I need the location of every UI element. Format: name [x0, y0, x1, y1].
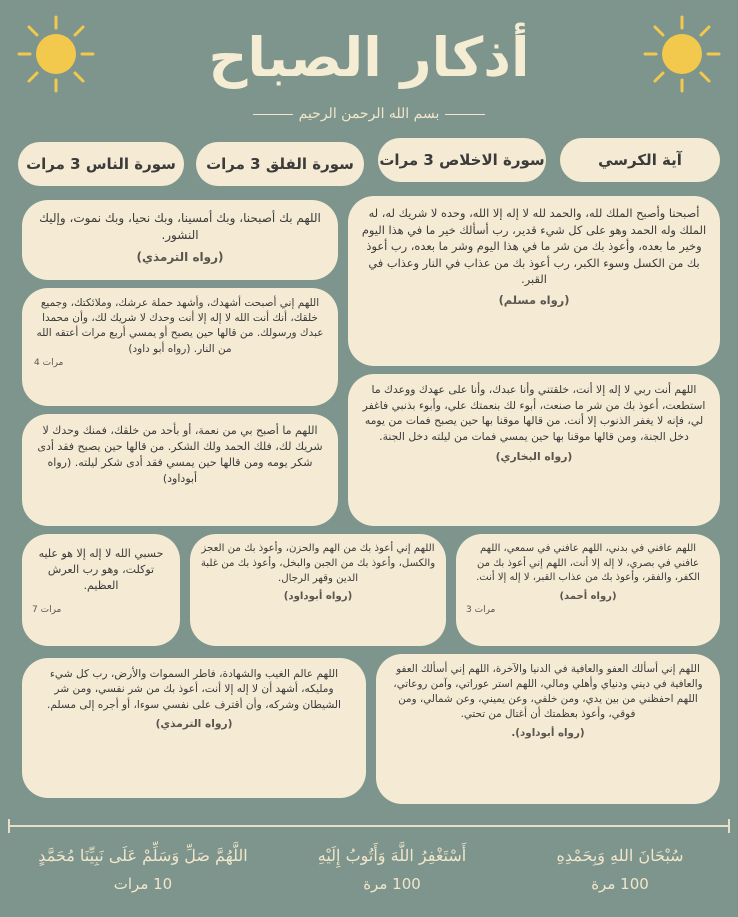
page-title: أذكار الصباح	[208, 26, 530, 89]
footer-count: 100 مرة	[591, 875, 649, 893]
card-text: اللهم إني أصبحت أشهدك، وأشهد حملة عرشك، وملائكتك، وجميع خلقك، أنك أنت الله لا إله إلا أنت وحدك لا شريك لك، وأن محمدا عبدك ورسولك. من قالها حين يصبح أو يمسي أربع مرات أعتقه الله من النار. (رواه أبو داود)	[36, 297, 324, 355]
card-source: (رواه الترمذي)	[136, 249, 224, 264]
card-count: 3 مرات	[466, 605, 496, 615]
card-text: أصبحنا وأصبح الملك لله، والحمد لله لا إله إلا الله، وحده لا شريك له، له الملك وله الحمد وهو على كل شيء قدير، رب أسألك خير ما في هذا اليوم وخير ما بعده، وأعوذ بك من شر ما في هذا اليوم وشر ما بعده، رب أعوذ بك من الكسل وسوء الكبر، رب أعوذ بك من عذاب في النار وعذاب في القبر.	[361, 206, 707, 287]
card-source: (رواه أبوداود)	[283, 591, 353, 603]
card-text: اللهم عالم الغيب والشهادة، فاطر السموات والأرض، رب كل شيء ومليكه، أشهد أن لا إله إلا أنت، أعوذ بك من شر نفسي، ومن شر الشيطان وشركه، وأن أقترف على نفسي سوءا، أو أجره إلى مسلم.	[47, 668, 341, 711]
card-text: اللهم أنت ربي لا إله إلا أنت، خلقتني وأنا عبدك، وأنا على عهدك ووعدك ما استطعت، أعوذ بك من شر ما صنعت، أبوء لك بنعمتك علي، وأبوء بذنبي فاغفر لي، فإنه لا يغفر الذنوب إلا أنت. من قالها موقنا بها حين يصبح فمات من يومه دخل الجنة، ومن قالها موقنا بها حين يمسي فمات من ليلته دخل الجنة.	[362, 383, 706, 443]
card-asbahtu-ushhiduk	[22, 288, 338, 406]
footer-item	[272, 846, 512, 893]
footer-dhikr: أَسْتَغْفِرُ اللَّهَ وَأَتُوبُ إِلَيْهِ	[317, 846, 467, 865]
card-text: اللهم بك أصبحنا، وبك أمسينا، وبك نحيا، وبك نموت، وإليك النشور.	[39, 211, 321, 243]
footer-item	[18, 846, 268, 893]
basmala: بسم الله الرحمن الرحيم	[0, 106, 738, 122]
card-alafw-walafiya	[376, 654, 720, 804]
footer-count: 10 مرات	[113, 875, 173, 893]
card-text: اللهم إني أسألك العفو والعافية في الدنيا والآخرة، اللهم إني أسألك العفو والعافية في ديني ودنياي وأهلي ومالي، اللهم استر عوراتي، وآمن روعاتي، اللهم احفظني من بين يدي، ومن خلفي، وعن يميني، وعن شمالي، ومن فوقي، وأعوذ بعظمتك أن أغتال من تحتي.	[393, 663, 703, 720]
card-source: (رواه مسلم)	[498, 292, 570, 307]
card-source: (رواه البخاري)	[495, 449, 573, 463]
pill-surat-alfalaq: سورة الفلق 3 مرات	[196, 142, 364, 186]
pill-surat-alikhlas: سورة الاخلاص 3 مرات	[378, 138, 546, 182]
card-bika-asbahna	[22, 200, 338, 280]
card-text: حسبي الله لا إله إلا هو عليه توكلت، وهو رب العرش العظيم.	[38, 547, 164, 592]
footer-divider	[8, 825, 730, 827]
card-asbahna	[348, 196, 720, 366]
card-ma-asbaha-bi	[22, 414, 338, 526]
card-count: 7 مرات	[32, 604, 62, 615]
footer-dhikr: سُبْحَانَ اللهِ وَبِحَمْدِهِ	[556, 846, 684, 865]
card-source: (رواه أبوداود).	[511, 726, 585, 739]
card-alhamm-walhuzn	[190, 534, 446, 646]
footer-count: 100 مرة	[363, 875, 421, 893]
card-afini	[456, 534, 720, 646]
card-text: اللهم ما أصبح بي من نعمة، أو بأحد من خلقك، فمنك وحدك لا شريك لك، فلك الحمد ولك الشكر. من قالها حين يصبح فقد أدى شكر يومه ومن قالها حين يمسي فقد أدى شكر ليلته. (رواه أبوداود)	[37, 424, 323, 485]
card-hasbiyallah	[22, 534, 180, 646]
footer-item	[520, 846, 720, 893]
card-alim-alghayb	[22, 658, 366, 798]
pill-ayat-alkursi: آية الكرسي	[560, 138, 720, 182]
card-source: (رواه أحمد)	[559, 590, 617, 602]
card-text: اللهم عافني في بدني، اللهم عافني في سمعي، اللهم عافني في بصري، لا إله إلا أنت، اللهم إني أعوذ بك من الكفر، والفقر، وأعوذ بك من عذاب القبر، لا إله إلا أنت.	[476, 543, 700, 583]
footer-dhikr: اللَّهُمَّ صَلِّ وَسَلِّمْ عَلَى نَبِيِّنَا مُحَمَّدٍ	[38, 846, 248, 865]
card-sayyid-alistighfar	[348, 374, 720, 526]
pill-surat-alnas: سورة الناس 3 مرات	[18, 142, 184, 186]
card-count: 4 مرات	[34, 357, 64, 368]
card-text: اللهم إني أعوذ بك من الهم والحزن، وأعوذ بك من العجز والكسل، وأعوذ بك من الجبن والبخل، وأعوذ بك من غلبة الدين وقهر الرجال.	[200, 543, 436, 584]
card-source: (رواه الترمذي)	[155, 718, 233, 731]
